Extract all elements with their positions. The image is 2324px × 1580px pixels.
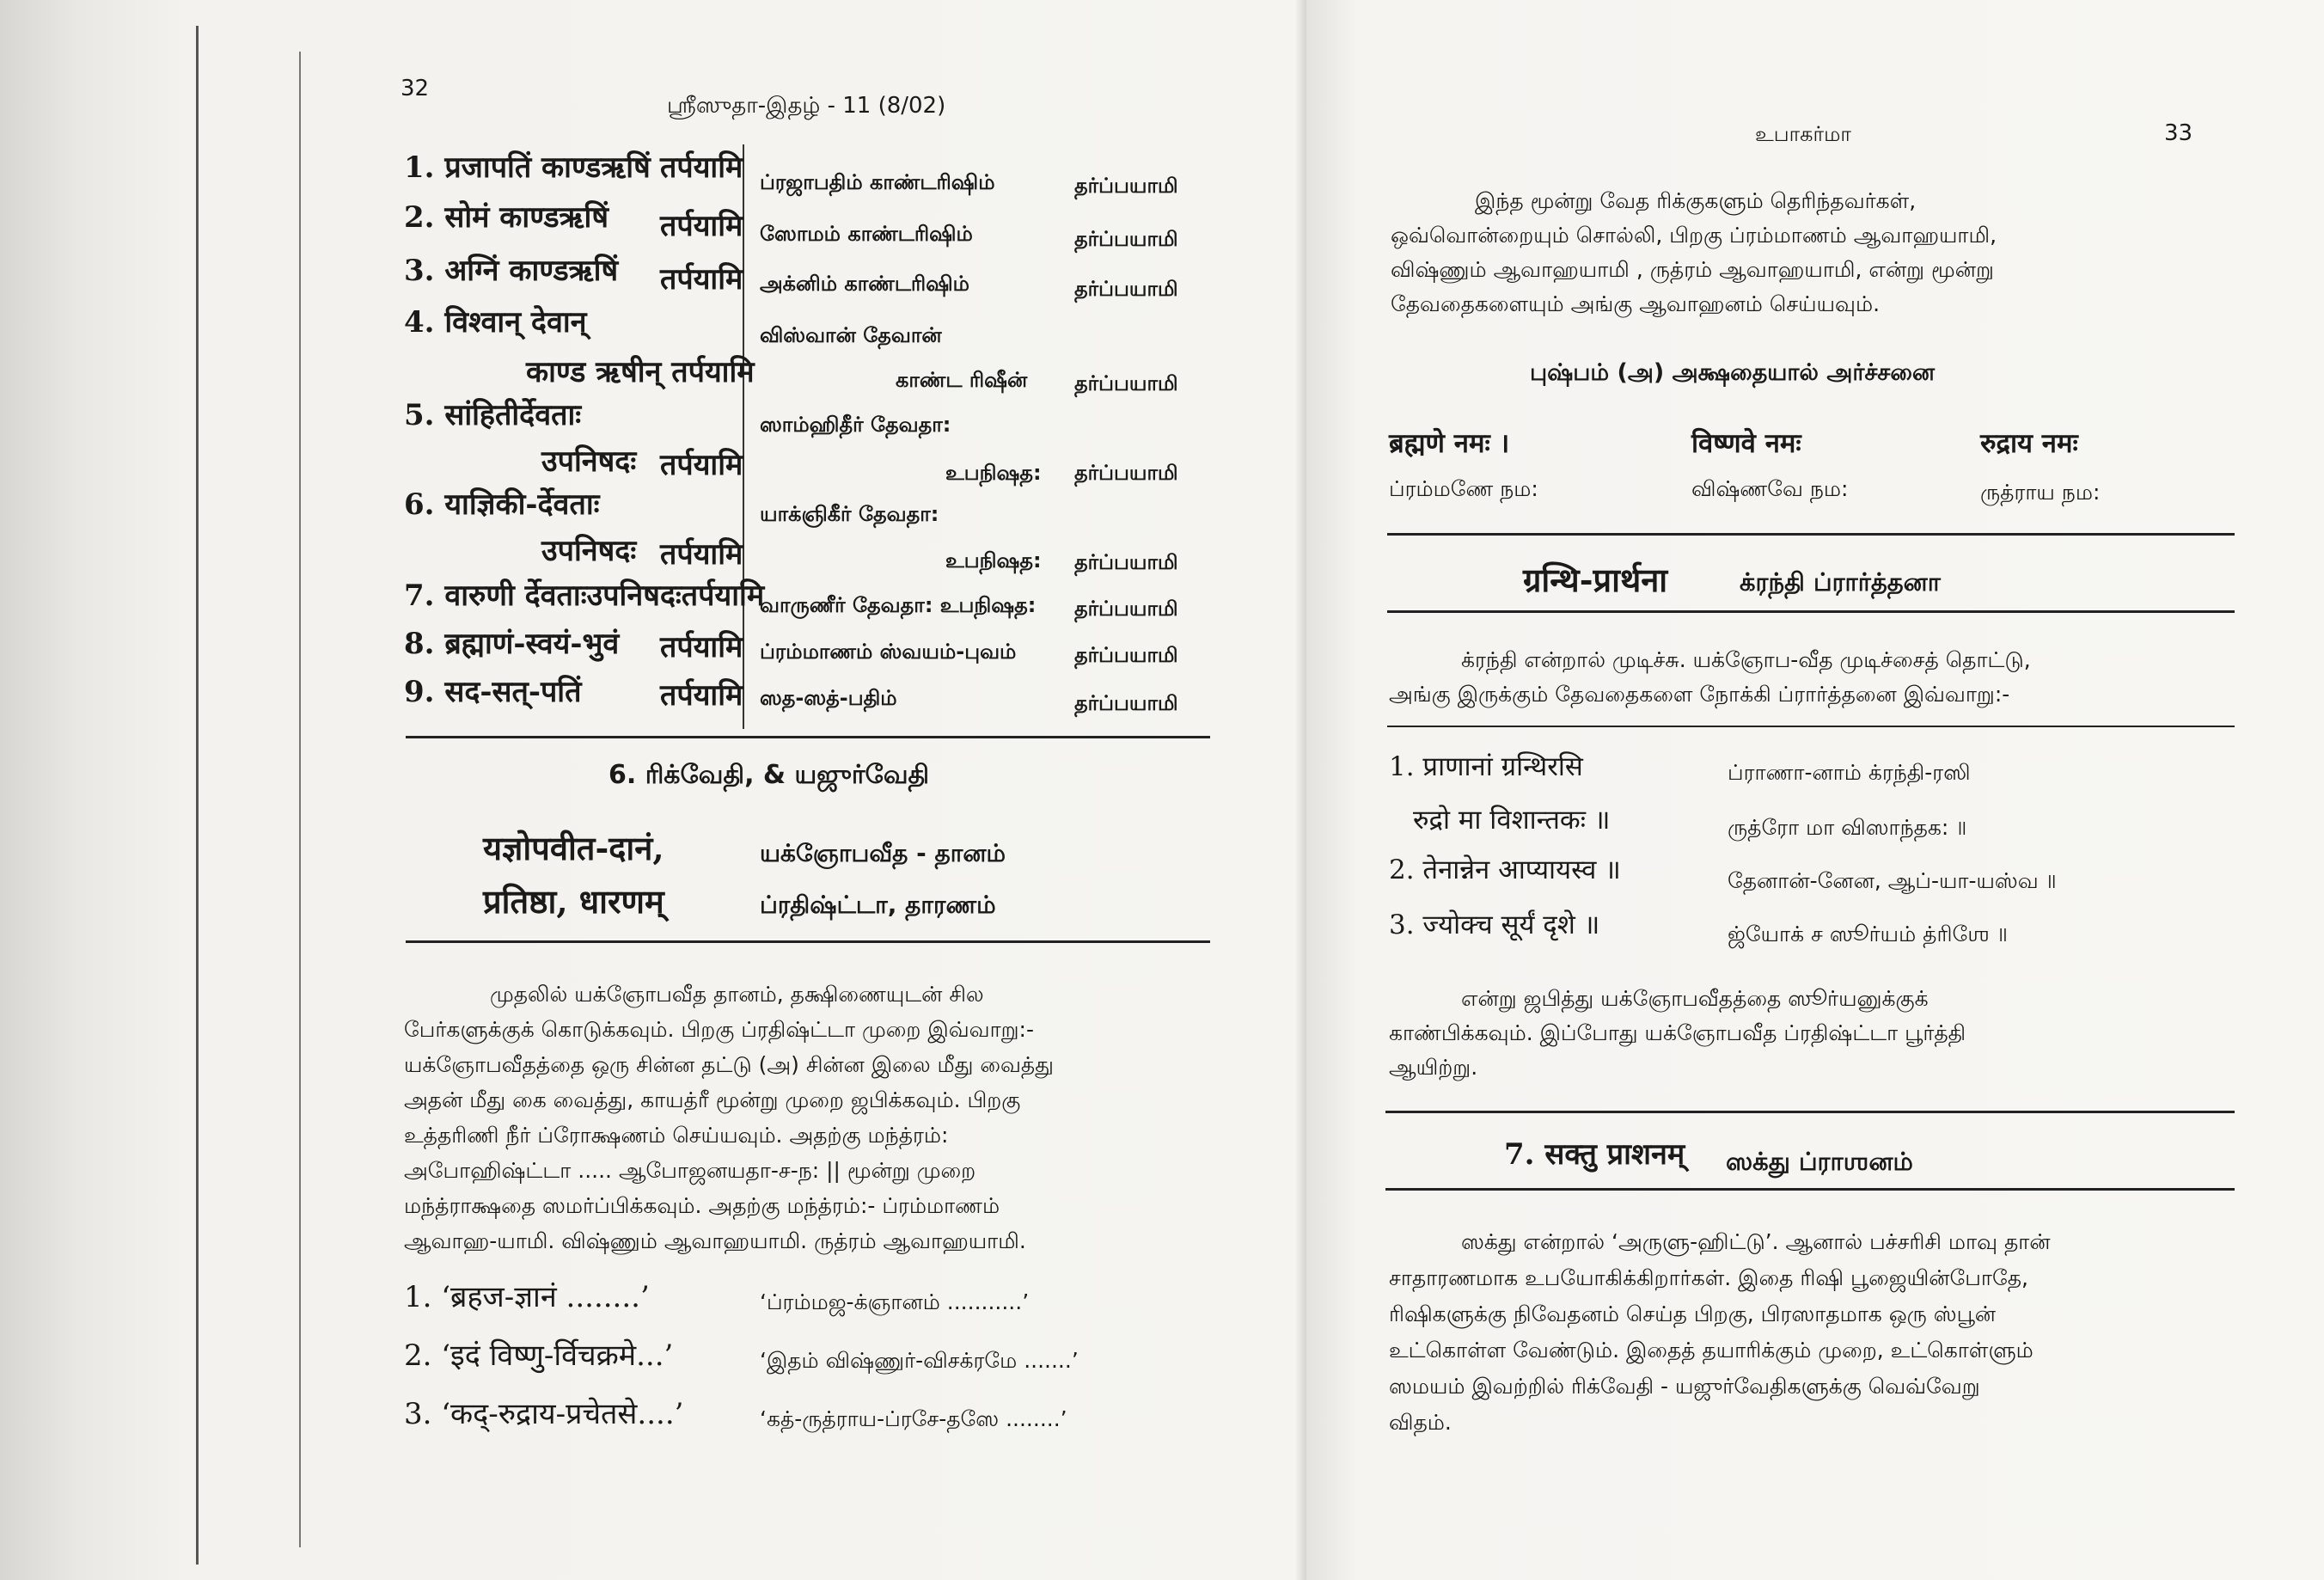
archana-ta: ப்ரம்மணே நம: xyxy=(1389,476,1538,501)
para-line: உத்தரிணி நீர் ப்ரோக்ஷணம் செய்யவும். அதற்கு மந்த்ரம்: xyxy=(404,1123,949,1148)
granthi-sa: 1. प्राणानां ग्रन्थिरसि xyxy=(1389,751,1583,782)
mantra-sa: 3. ‘कद्-रुद्राय-प्रचेतसे....’ xyxy=(404,1397,684,1431)
section7-paragraph xyxy=(1389,1224,2214,1441)
mantra-ta: ‘ப்ரம்மஜ-க்ஞானம் ...........’ xyxy=(760,1289,1030,1314)
tarpana-ta-verb: தர்ப்பயாமி xyxy=(1074,277,1178,301)
para-line: ரிஷிகளுக்கு நிவேதனம் செய்த பிறகு, பிரஸாதமாக ஒரு ஸ்பூன் xyxy=(1389,1301,1996,1326)
tarpana-ta: யாக்ஞிகீர் தேவதா: xyxy=(760,502,939,526)
tarpana-sa-verb: तर्पयामि xyxy=(660,150,743,185)
tarpana-sa: 2. सोमं काण्डऋषिं xyxy=(404,200,609,235)
section-title-ta: ப்ரதிஷ்ட்டா, தாரணம் xyxy=(760,891,996,919)
tarpana-sa: 7. वारुणी र्देवताःउपनिषदःतर्पयामि xyxy=(404,579,765,613)
intro-paragraph xyxy=(1391,184,2212,322)
para-line: என்று ஜபித்து யக்ஞோபவீதத்தை ஸூர்யனுக்குக் xyxy=(1461,986,1929,1011)
tarpana-sa: 4. विश्वान् देवान् xyxy=(404,305,587,340)
running-header: ஸ்ரீஸுதா-இதழ் - 11 (8/02) xyxy=(667,93,946,119)
tarpana-ta-verb: தர்ப்பயாமி xyxy=(1074,461,1178,485)
tarpana-sa: उपनिषदः xyxy=(541,444,637,479)
granthi-ta: ஜ்யோக் ச ஸூர்யம் த்ரிஶே ॥ xyxy=(1728,922,2008,946)
tarpana-sa-verb: तर्पयामि xyxy=(660,630,743,664)
divider xyxy=(1387,726,2235,727)
para-line: சாதாரணமாக உபயோகிக்கிறார்கள். இதை ரிஷி பூஜையின்போதே, xyxy=(1389,1265,2028,1290)
mantra-ta: ‘இதம் விஷ்ணுர்-விசக்ரமே .......’ xyxy=(760,1348,1079,1373)
tarpana-ta-verb: தர்ப்பயாமி xyxy=(1074,227,1178,251)
divider xyxy=(1385,1188,2235,1191)
para-line: மந்த்ராக்ஷதை ஸமர்ப்பிக்கவும். அதற்கு மந்த்ரம்:- ப்ரம்மாணம் xyxy=(404,1193,1000,1218)
tarpana-ta: காண்ட ரிஷீன் xyxy=(896,368,1028,392)
tarpana-ta: விஸ்வான் தேவான் xyxy=(760,323,942,347)
tarpana-sa-verb: तर्पयामि xyxy=(660,448,743,482)
tarpana-ta: உபநிஷத: xyxy=(945,461,1042,485)
tarpana-sa: काण्ड ऋषीन् तर्पयामि xyxy=(526,355,755,389)
tarpana-ta-verb: தர்ப்பயாமி xyxy=(1074,550,1178,574)
section7-heading-sa: 7. सक्तु प्राशनम् xyxy=(1504,1137,1685,1172)
section-heading: 6. ரிக்வேதி, & யஜுர்வேதி xyxy=(609,760,930,790)
tarpana-sa: 8. ब्रह्माणं-स्वयं-भुवं xyxy=(404,627,620,661)
mantra-sa: 2. ‘इदं विष्णु-र्विचक्रमे...’ xyxy=(404,1338,674,1373)
tarpana-ta: ஸத-ஸத்-பதிம் xyxy=(760,686,897,710)
section7-heading-ta: ஸக்து ப்ராஶனம் xyxy=(1726,1147,1913,1176)
para-line: அங்கு இருக்கும் தேவதைகளை நோக்கி ப்ரார்த்தனை இவ்வாறு:- xyxy=(1389,682,2010,707)
tarpana-sa: 3. अग्निं काण्डऋषिं xyxy=(404,254,619,288)
section-title-sa: यज्ञोपवीत-दानं, xyxy=(483,829,664,867)
granthi-ta: ப்ராணா-னாம் க்ரந்தி-ரஸி xyxy=(1728,760,1971,785)
tarpana-ta: ப்ரம்மாணம் ஸ்வயம்-புவம் xyxy=(760,640,1017,664)
para-line: பேர்களுக்குக் கொடுக்கவும். பிறகு ப்ரதிஷ்ட்டா முறை இவ்வாறு:- xyxy=(404,1017,1034,1042)
tarpana-sa: उपनिषदः xyxy=(541,534,637,568)
section-title-sa: प्रतिष्ठा, धारणम् xyxy=(483,882,664,921)
para-line: யக்ஞோபவீதத்தை ஒரு சின்ன தட்டு (அ) சின்ன இலை மீது வைத்து xyxy=(404,1052,1054,1077)
para-line: ஆயிற்று. xyxy=(1389,1055,1478,1080)
granthi-paragraph xyxy=(1389,643,2231,712)
archana-heading: புஷ்பம் (அ) அக்ஷதையால் அர்ச்சனை xyxy=(1530,359,1936,386)
para-line: ஒவ்வொன்றையும் சொல்லி, பிறகு ப்ரம்மாணம் ஆவாஹயாமி, xyxy=(1391,223,1997,248)
archana-sa: रुद्राय नमः xyxy=(1980,428,2078,459)
para-line: உட்கொள்ள வேண்டும். இதைத் தயாரிக்கும் முறை, உட்கொள்ளும் xyxy=(1389,1338,2034,1363)
para-line: ஸமயம் இவற்றில் ரிக்வேதி - யஜுர்வேதிகளுக்கு வெவ்வேறு xyxy=(1389,1374,1980,1399)
para-line: விதம். xyxy=(1389,1410,1452,1435)
margin-line xyxy=(196,26,199,1565)
para-line: க்ரந்தி என்றால் முடிச்சு. யக்ஞோப-வீத முடிச்சைத் தொட்டு, xyxy=(1461,647,2031,672)
tarpana-sa-verb: तर्पयामि xyxy=(660,678,743,713)
right-page xyxy=(1306,0,2324,1580)
tarpana-sa-verb: तर्पयामि xyxy=(660,537,743,572)
divider xyxy=(1387,533,2235,536)
tarpana-sa-verb: तर्पयामि xyxy=(660,262,743,297)
section-title-ta: யக்ஞோபவீத - தானம் xyxy=(760,839,1006,867)
para-line: ஆவாஹ-யாமி. விஷ்ணும் ஆவாஹயாமி. ருத்ரம் ஆவாஹயாமி. xyxy=(404,1228,1026,1253)
tarpana-sa-verb: तर्पयामि xyxy=(660,209,743,243)
archana-ta: விஷ்ணவே நம: xyxy=(1691,476,1849,501)
granthi-sa: रुद्रो मा विशान्तकः ॥ xyxy=(1413,805,1611,836)
archana-sa: विष्णवे नमः xyxy=(1691,428,1801,459)
para-line: அபோஹிஷ்ட்டா ..... ஆபோஜனயதா-ச-ந: || மூன்று முறை xyxy=(404,1158,976,1183)
para-line: முதலில் யக்ஞோபவீத தானம், தக்ஷிணையுடன் சில xyxy=(490,982,984,1007)
granthi-sa: 2. तेनान्नेन आप्यायस्व ॥ xyxy=(1389,854,1621,885)
para-line: அதன் மீது கை வைத்து, காயத்ரீ மூன்று முறை ஜபிக்கவும். பிறகு xyxy=(404,1087,1021,1112)
tarpana-sa: 1. प्रजापतिं काण्डऋषिं xyxy=(404,150,651,185)
para-line: விஷ்ணும் ஆவாஹயாமி , ருத்ரம் ஆவாஹயாமி, என்று மூன்று xyxy=(1391,257,1994,282)
granthi-sa: 3. ज्योक्च सूर्यं दृशे ॥ xyxy=(1389,909,1600,940)
divider xyxy=(1385,1111,2235,1113)
tarpana-ta-verb: தர்ப்பயாமி xyxy=(1074,643,1178,667)
para-line: இந்த மூன்று வேத ரிக்குகளும் தெரிந்தவர்கள், xyxy=(1475,188,1917,213)
section6-paragraph xyxy=(404,977,1208,1258)
tarpana-ta: உபநிஷத: xyxy=(945,548,1042,573)
para-line: காண்பிக்கவும். இப்போது யக்ஞோபவீத ப்ரதிஷ்ட்டா பூர்த்தி xyxy=(1389,1020,1966,1045)
tarpana-ta-verb: தர்ப்பயாமி xyxy=(1074,691,1178,715)
tarpana-ta-verb: தர்ப்பயாமி xyxy=(1074,597,1178,621)
page-number: 33 xyxy=(2164,120,2193,146)
tarpana-sa: 6. याज्ञिकी-र्देवताः xyxy=(404,487,600,522)
divider xyxy=(406,940,1210,943)
para-line: ஸக்து என்றால் ‘அருளு-ஹிட்டு’. ஆனால் பச்சரிசி மாவு தான் xyxy=(1461,1229,2051,1254)
tarpana-ta-verb: தர்ப்பயாமி xyxy=(1074,174,1178,198)
para-line: தேவதைகளையும் அங்கு ஆவாஹனம் செய்யவும். xyxy=(1391,291,1881,316)
tarpana-ta: அக்னிம் காண்டரிஷிம் xyxy=(760,272,969,296)
tarpana-sa: 5. सांहितीर्देवताः xyxy=(404,398,582,432)
after-paragraph xyxy=(1389,982,2214,1085)
mantra-sa: 1. ‘ब्रहज-ज्ञानं ........’ xyxy=(404,1280,650,1314)
archana-ta: ருத்ராய நம: xyxy=(1980,480,2101,505)
granthi-ta: ருத்ரோ மா விஸாந்தக: ॥ xyxy=(1728,815,1967,840)
mantra-ta: ‘கத்-ருத்ராய-ப்ரசே-தஸே ........’ xyxy=(760,1406,1067,1431)
granthi-heading-sa: ग्रन्थि-प्रार्थना xyxy=(1523,560,1668,599)
running-header: உபாகர்மா xyxy=(1755,122,1851,146)
archana-sa: ब्रह्मणे नमः । xyxy=(1389,428,1510,459)
tarpana-ta: ப்ரஜாபதிம் காண்டரிஷிம் xyxy=(760,170,995,194)
divider xyxy=(1387,610,2235,613)
page-number: 32 xyxy=(401,76,430,101)
tarpana-ta: வாருணீர் தேவதா: உபநிஷத: xyxy=(760,593,1037,617)
granthi-heading-ta: க்ரந்தி ப்ரார்த்தனா xyxy=(1740,567,1941,597)
tarpana-ta-verb: தர்ப்பயாமி xyxy=(1074,371,1178,395)
tarpana-ta: ஸாம்ஹிதீர் தேவதா: xyxy=(760,413,951,437)
granthi-ta: தேனான்-னேன, ஆப்-யா-யஸ்வ ॥ xyxy=(1728,868,2057,893)
margin-line xyxy=(299,52,301,1547)
tarpana-ta: ஸோமம் காண்டரிஷிம் xyxy=(760,222,973,246)
divider xyxy=(406,736,1210,738)
tarpana-sa: 9. सद-सत्-पतिं xyxy=(404,675,582,709)
